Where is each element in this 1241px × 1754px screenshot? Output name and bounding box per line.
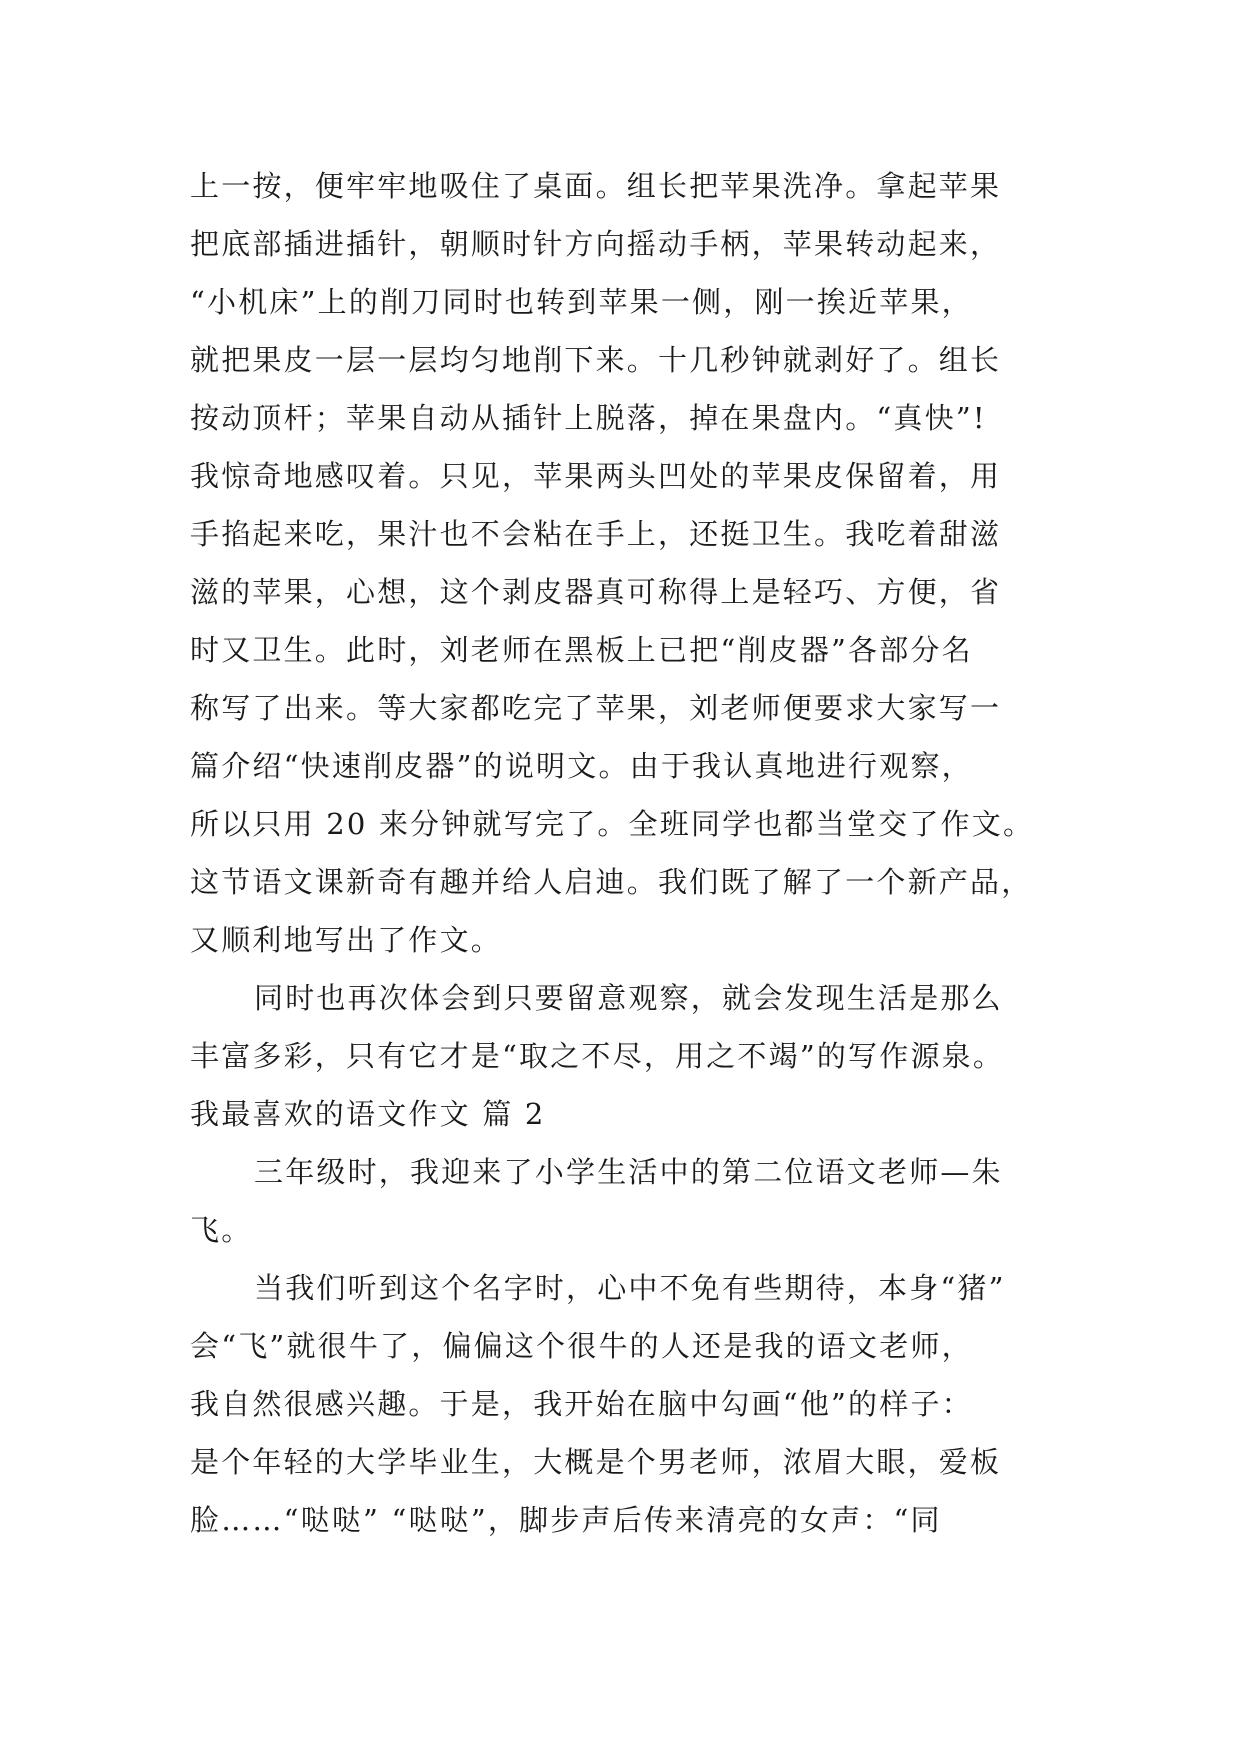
text-line: 滋的苹果，心想，这个剥皮器真可称得上是轻巧、方便，省 — [190, 575, 1002, 609]
text-line: 按动顶杆；苹果自动从插针上脱落，掉在果盘内。“真快”! — [190, 401, 987, 435]
section-heading: 我最喜欢的语文作文 篇 2 — [190, 1097, 546, 1131]
text-line: 所以只用 20 来分钟就写完了。全班同学也都当堂交了作文。 — [190, 807, 1035, 841]
text-line: 同时也再次体会到只要留意观察，就会发现生活是那么 — [254, 981, 1003, 1015]
text-line: 是个年轻的大学毕业生，大概是个男老师，浓眉大眼，爱板 — [190, 1445, 1002, 1479]
text-line: 篇介绍“快速削皮器”的说明文。由于我认真地进行观察， — [190, 749, 973, 783]
text-line: 会“飞”就很牛了，偏偏这个很牛的人还是我的语文老师， — [190, 1329, 973, 1363]
text-line: 三年级时，我迎来了小学生活中的第二位语文老师—朱 — [254, 1155, 1003, 1189]
text-line: 把底部插进插针，朝顺时针方向摇动手柄，苹果转动起来， — [190, 227, 1002, 261]
text-line: 飞。 — [190, 1213, 253, 1247]
text-line: 脸……“哒哒” “哒哒”，脚步声后传来清亮的女声：“同 — [190, 1503, 942, 1537]
text-line: 时又卫生。此时，刘老师在黑板上已把“削皮器”各部分名 — [190, 633, 973, 667]
text-line: 这节语文课新奇有趣并给人启迪。我们既了解了一个新产品， — [190, 865, 1033, 899]
text-line: 我自然很感兴趣。于是，我开始在脑中勾画“他”的样子： — [190, 1387, 973, 1421]
text-line: 又顺利地写出了作文。 — [190, 923, 503, 957]
text-line: 上一按，便牢牢地吸住了桌面。组长把苹果洗净。拿起苹果 — [190, 169, 1002, 203]
text-line: 丰富多彩，只有它才是“取之不尽，用之不竭”的写作源泉。 — [190, 1039, 1005, 1073]
text-line: 就把果皮一层一层均匀地削下来。十几秒钟就剥好了。组长 — [190, 343, 1002, 377]
text-line: “小机床”上的削刀同时也转到苹果一侧，刚一挨近苹果， — [190, 285, 973, 319]
text-line: 当我们听到这个名字时，心中不免有些期待，本身“猪” — [254, 1271, 1006, 1305]
text-line: 称写了出来。等大家都吃完了苹果，刘老师便要求大家写一 — [190, 691, 1002, 725]
document-body — [190, 157, 1060, 1549]
text-line: 手掐起来吃，果汁也不会粘在手上，还挺卫生。我吃着甜滋 — [190, 517, 1002, 551]
text-line: 我惊奇地感叹着。只见，苹果两头凹处的苹果皮保留着，用 — [190, 459, 1002, 493]
